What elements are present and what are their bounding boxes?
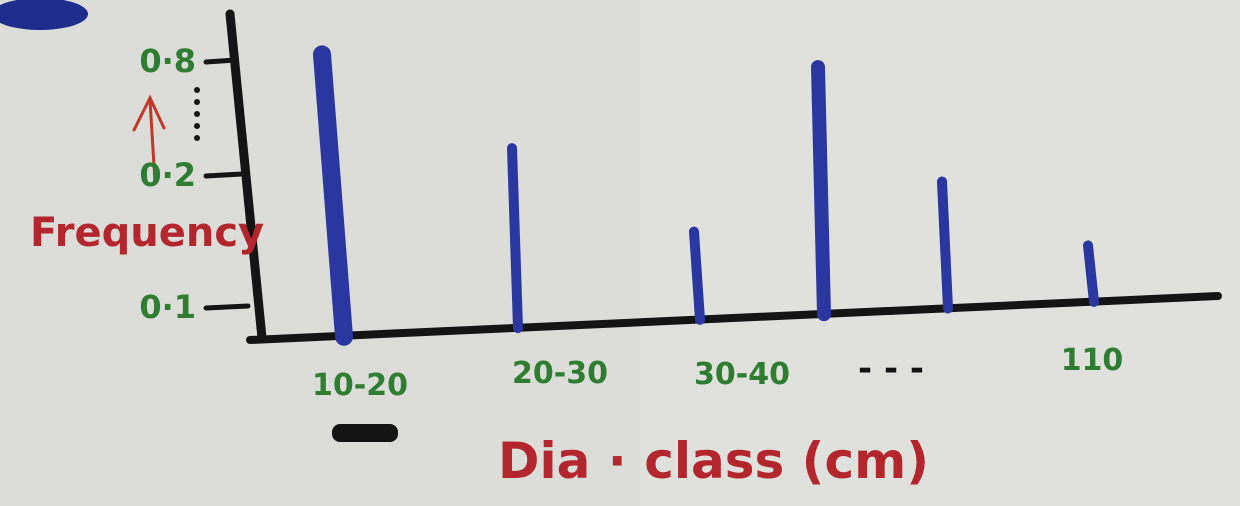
bar-2 [512,148,518,328]
category-underline-mark [332,424,398,442]
bar-5 [942,181,948,308]
y-axis-label: Frequency [30,210,265,256]
x-axis-ellipsis: - - - [858,349,925,389]
x-tick-label-1: 10-20 [312,368,408,403]
y-tick-mark-2 [206,174,242,176]
x-tick-label-3: 30-40 [694,357,790,392]
y-tick-label-3: 0·8 [139,42,196,80]
y-tick-mark-1 [206,306,248,308]
bar-4 [818,67,824,314]
paper-shading [640,0,1240,506]
x-axis-label: Dia · class (cm) [498,432,930,490]
x-tick-label-2: 20-30 [512,356,608,391]
y-tick-label-2: 0·2 [139,156,196,194]
y-tick-label-1: 0·1 [139,288,196,326]
y-tick-mark-3 [206,60,236,62]
bar-3 [694,232,700,320]
bar-6 [1088,245,1094,301]
x-tick-label-6: 110 [1060,343,1124,378]
